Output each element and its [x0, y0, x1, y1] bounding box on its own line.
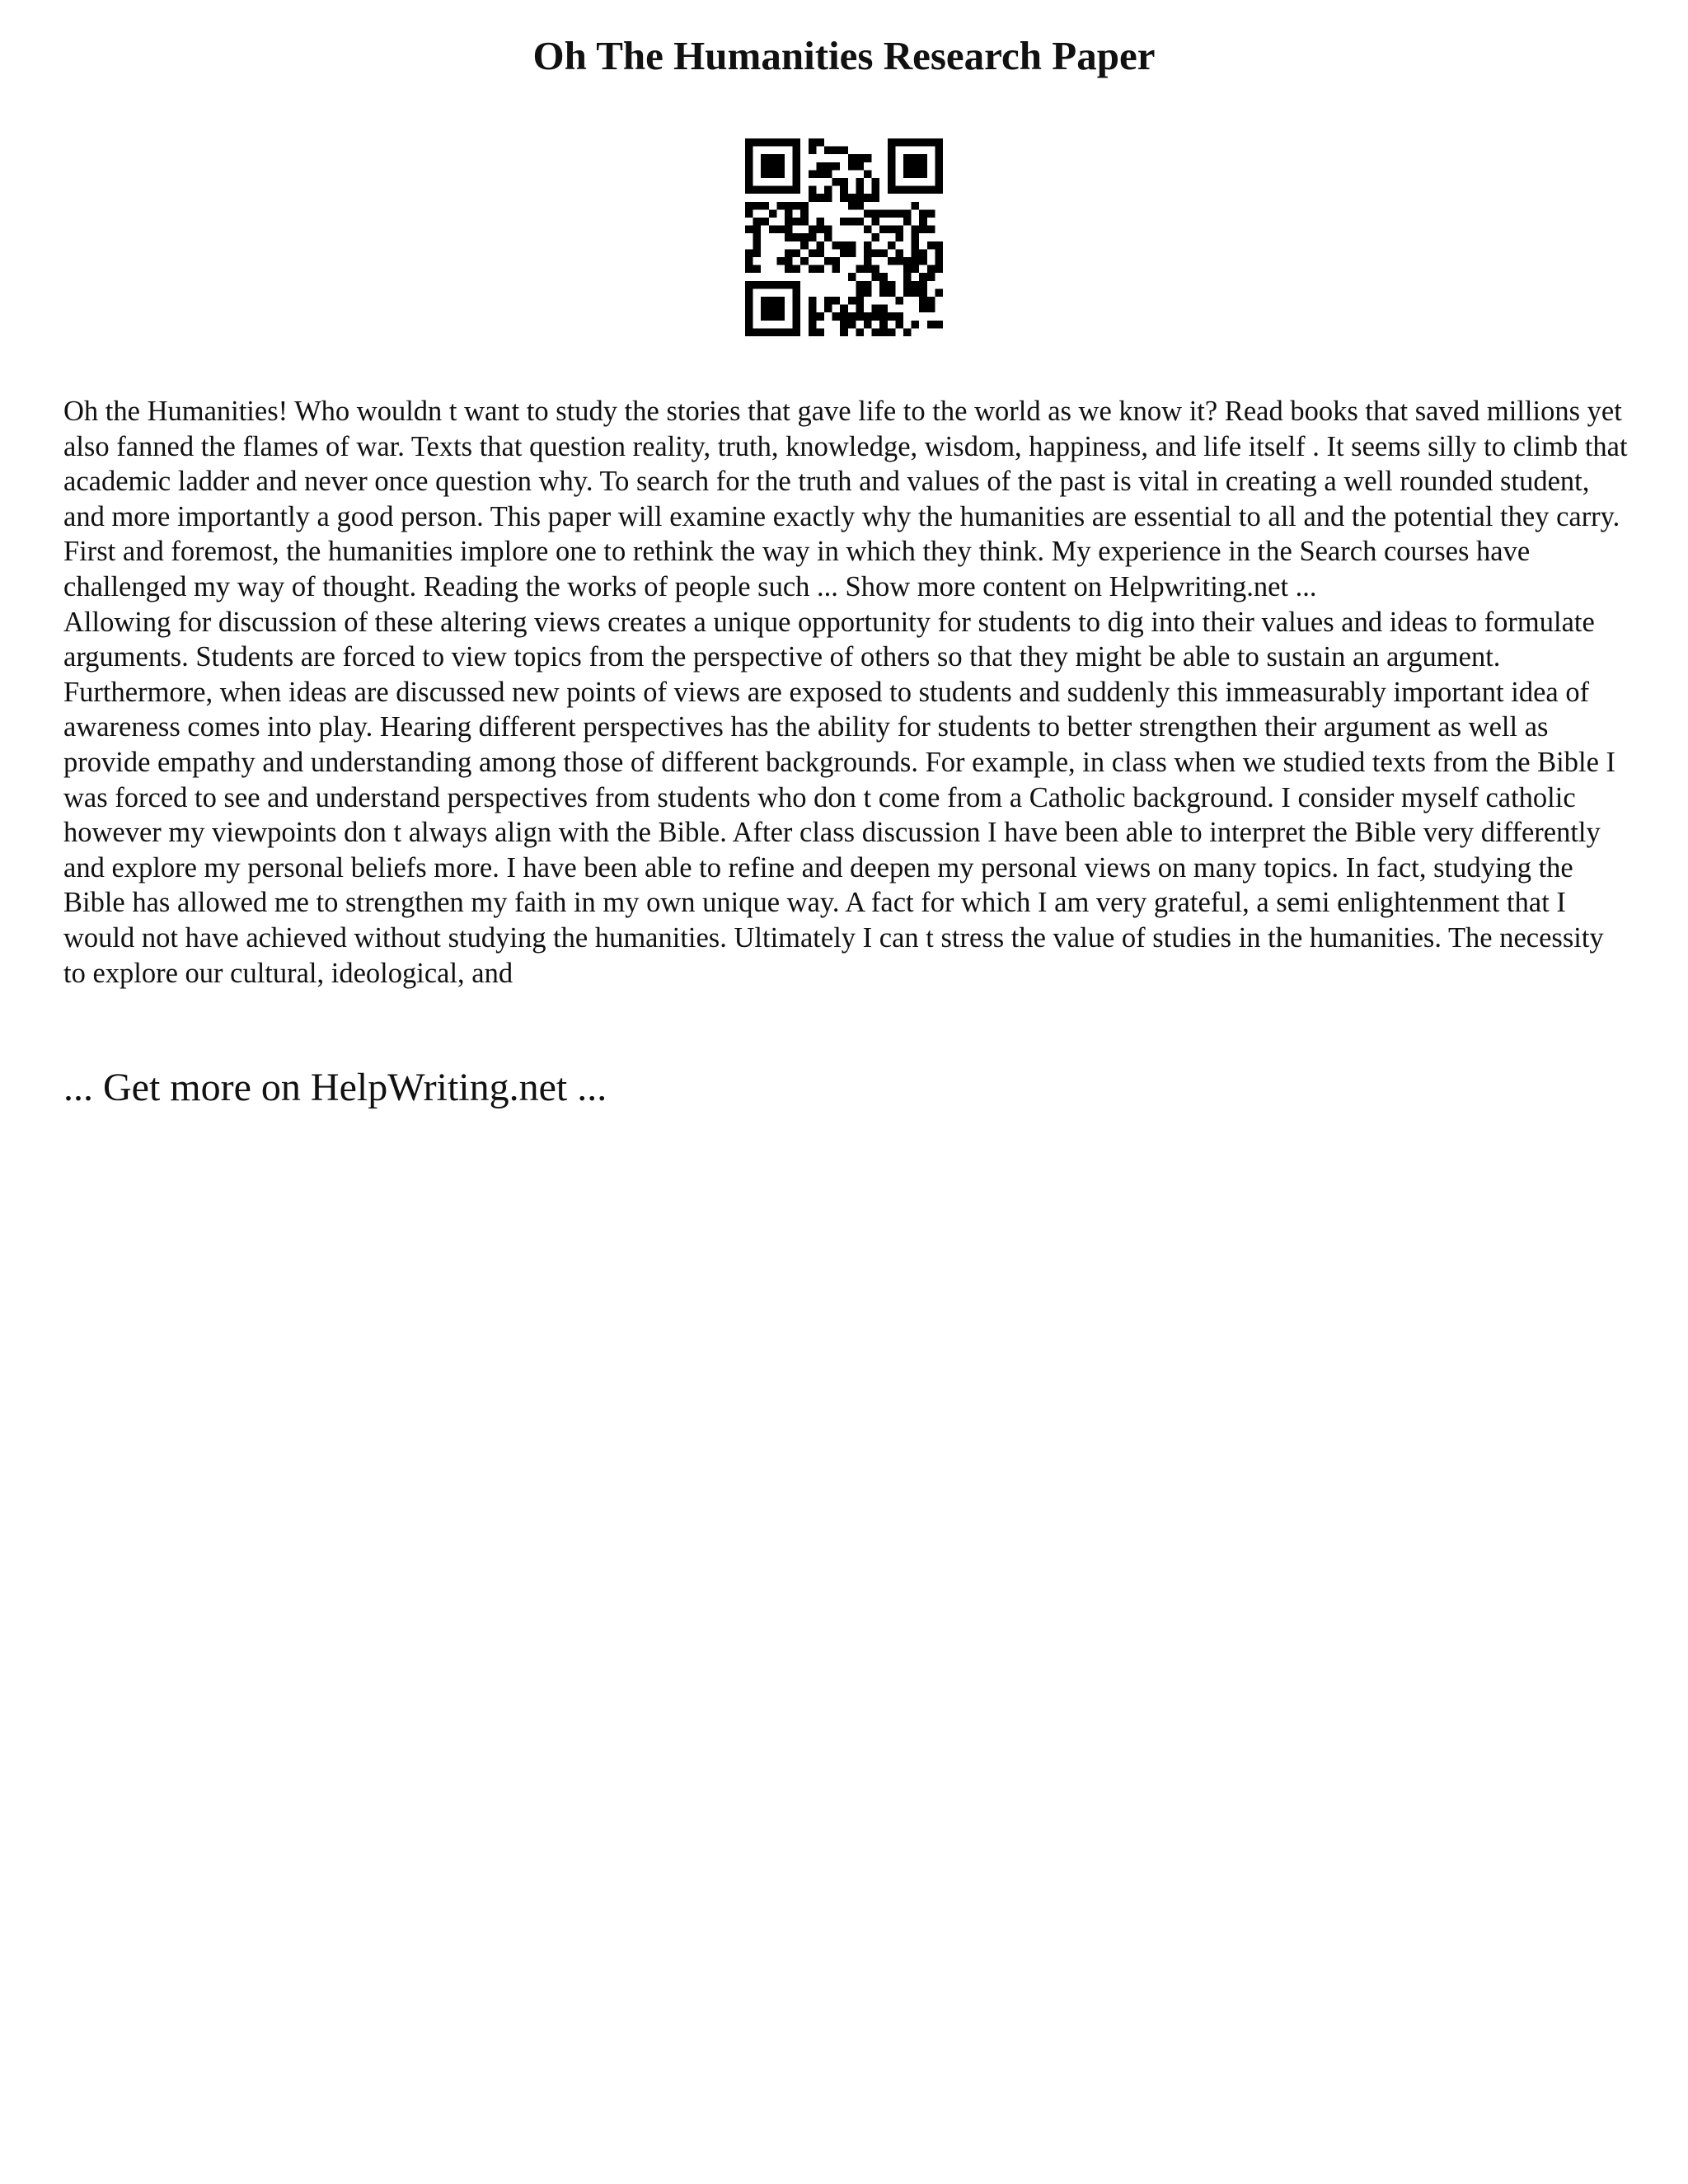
paragraph: Allowing for discussion of these altering views creates a unique opportunity for students to dig into their values and ideas to formulate arguments. Students are forced to view topics from the perspective of others so that they might be able to sustain an argument. Furthermore, when ideas are discussed new points of views are exposed to students and suddenly this immeasurably important idea of awareness comes into play. Hearing different perspectives has the ability for students to better strengthen their argument as well as provide empathy and understanding among those of different backgrounds. For example, in class when we studied texts from the Bible I was forced to see and understand perspectives from students who don t come from a Catholic background. I consider myself catholic however my viewpoints don t always align with the Bible. After class discussion I have been able to interpret the Bible very differently and explore my personal beliefs more. I have been able to refine and deepen my personal views on many topics. In fact, studying the Bible has allowed me to strengthen my faith in my own unique way. A fact for which I am very grateful, a semi enlightenment that I would not have achieved without studying the humanities. Ultimately I can t stress the value of studies in the humanities. The necessity to explore our cultural, ideological, and	[63, 606, 1615, 989]
paragraph: Oh the Humanities! Who wouldn t want to study the stories that gave life to the world as we know it? Read books that saved millions yet also fanned the flames of war. Texts that question reality, truth, knowledge, wisdom, happiness, and life itself . It seems silly to climb that academic ladder and never once question why. To search for the truth and values of the past is vital in creating a well rounded student, and more importantly a good person. This paper will examine exactly why the humanities are essential to all and the potential they carry. First and foremost, the humanities implore one to rethink the way in which they think. My experience in the Search courses have challenged my way of thought. Reading the works of people such ... Show more content on Helpwriting.net ...	[63, 396, 1628, 602]
article-body	[63, 394, 1629, 991]
get-more-link[interactable]: ... Get more on HelpWriting.net ...	[63, 1066, 607, 1109]
qr-code-icon	[745, 138, 943, 336]
page-title: Oh The Humanities Research Paper	[532, 33, 1156, 78]
